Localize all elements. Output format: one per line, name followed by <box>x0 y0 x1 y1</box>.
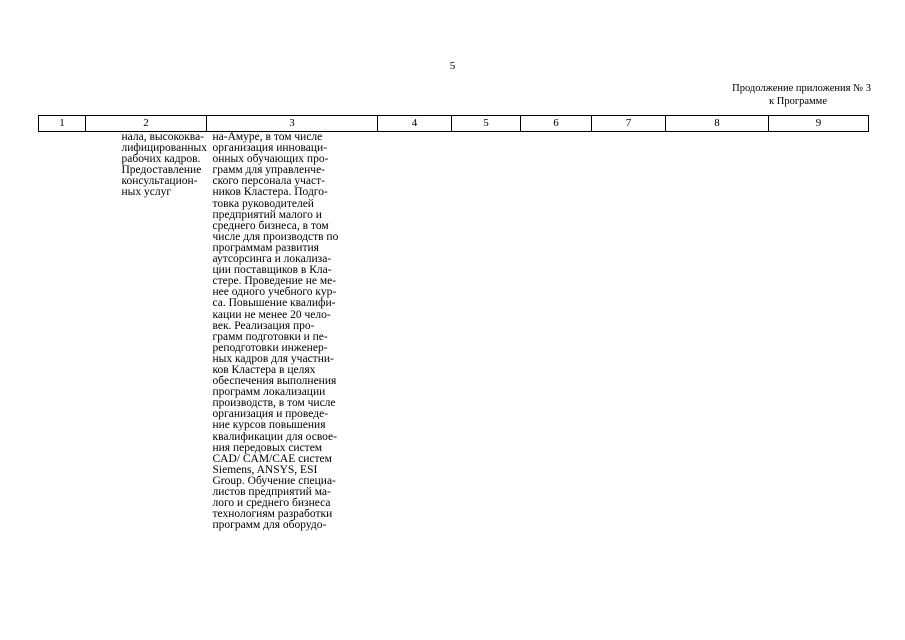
page-number: 5 <box>449 60 456 72</box>
cell-col-4 <box>378 132 452 532</box>
cell-col-8 <box>666 132 769 532</box>
column-header-9: 9 <box>769 116 869 132</box>
column-header-2: 2 <box>86 116 207 132</box>
cell-col-2: нала, высококва- лифицированных рабочих кадров. Предоставление консультацион- ных услуг <box>121 131 207 199</box>
program-table <box>38 115 869 531</box>
cell-col-3: на-Амуре, в том числе организация инноваци- онных обучающих про- грамм для управленче- ского персонала участ- ников Кластера. Подго- товка руководителей предприятий малого и среднего бизнеса, в том числе для производств по программам развития аутсорсинга и локализа- ции поставщиков в Кла- стере. Проведение не ме- нее одного учебного кур- са. Повышение квалифи- кации не менее 20 чело- век. Реализация про- грамм подготовки и пе- реподготовки инженер- ных кадров для участни- ков Кластера в целях обеспечения выполнения программ локализации производств, в том числе организация и проведе- ние курсов повышения квалификации для освое- ния передовых систем CAD/ CAM/CAE систем Siemens, ANSYS, ESI Group. Обучение специа- листов предприятий ма- лого и среднего бизнеса технологиям разработки программ для оборудо- <box>212 131 339 532</box>
table-header-row <box>39 116 869 132</box>
cell-col-9 <box>769 132 869 532</box>
table-row <box>39 132 869 532</box>
cell-col-5 <box>452 132 521 532</box>
column-header-7: 7 <box>592 116 666 132</box>
column-header-4: 4 <box>378 116 452 132</box>
appendix-continuation-note <box>732 82 871 108</box>
cell-col-6 <box>521 132 592 532</box>
column-header-5: 5 <box>452 116 521 132</box>
continuation-line-2: к Программе <box>769 96 827 107</box>
column-header-6: 6 <box>521 116 592 132</box>
column-header-3: 3 <box>207 116 378 132</box>
column-header-8: 8 <box>666 116 769 132</box>
column-header-1: 1 <box>39 116 86 132</box>
cell-col-7 <box>592 132 666 532</box>
continuation-line-1: Продолжение приложения № 3 <box>732 83 871 94</box>
cell-col-1 <box>39 132 86 532</box>
